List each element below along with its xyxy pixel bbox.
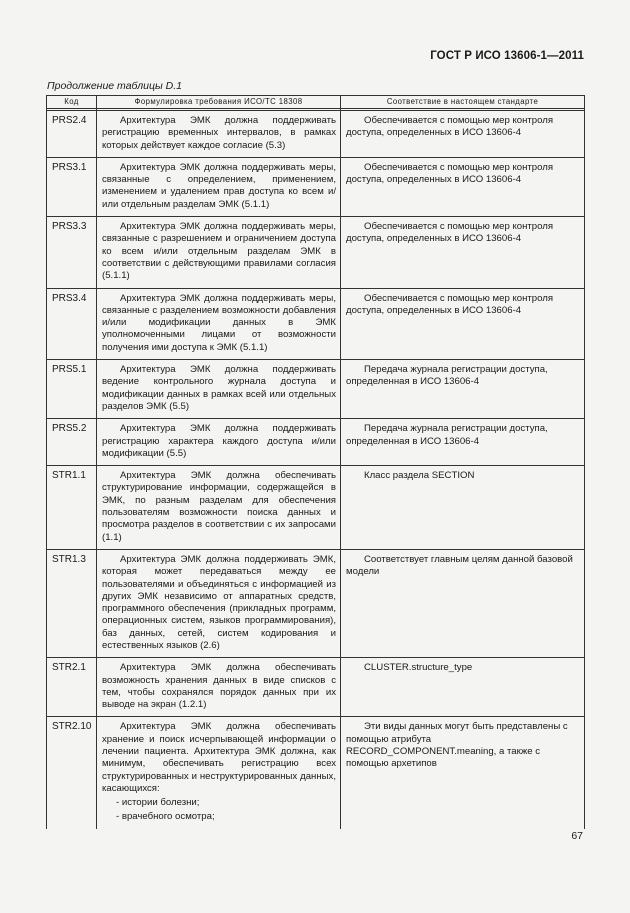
row-requirement	[97, 217, 341, 288]
compliance-text: Передача журнала регистрации доступа, определенная в ИСО 13606-4	[346, 423, 548, 447]
requirement-text: Архитектура ЭМК должна поддерживать меры, связанные с разделением возможности добавления и/или модификации данных в ЭМК уполномоченными лицами от возможности получения ими доступа к ЭМК (5.1.1)	[102, 292, 336, 353]
table-row	[47, 288, 585, 359]
row-code: STR1.3	[47, 549, 97, 657]
compliance-text: Обеспечивается с помощью мер контроля доступа, определенных в ИСО 13606-4	[346, 221, 554, 245]
list-item: - врачебного осмотра;	[116, 810, 215, 822]
row-code: PRS3.4	[47, 288, 97, 359]
table-caption: Продолжение таблицы D.1	[47, 80, 182, 92]
row-compliance	[341, 288, 585, 359]
requirement-text: Архитектура ЭМК должна поддерживать меры, связанные с разрешением и ограничением доступа ко всем и/или отдельным разделам ЭМК в соответствии с действующими правилами согласия (5.1.1)	[102, 221, 336, 282]
row-code: PRS2.4	[47, 111, 97, 158]
requirement-text: Архитектура ЭМК должна поддерживать ведение контрольного журнала доступа и модификации данных в рамках всей или отдельных разделов ЭМК (5.5)	[102, 364, 336, 412]
standard-header: ГОСТ Р ИСО 13606-1—2011	[430, 50, 584, 62]
column-header-code: Код	[47, 96, 97, 109]
row-requirement	[97, 466, 341, 550]
requirement-text: Архитектура ЭМК должна поддерживать меры, связанные с определением, применением, изменением и удалением прав доступа ко всем и/или отдельным разделам ЭМК (5.1.1)	[102, 161, 336, 210]
column-header-requirement: Формулировка требования ИСО/ТС 18308	[97, 96, 341, 109]
row-requirement	[97, 717, 341, 829]
row-compliance	[341, 466, 585, 550]
table-header-row	[47, 96, 585, 109]
table-row	[47, 466, 585, 550]
table-row	[47, 360, 585, 419]
row-compliance	[341, 717, 585, 829]
row-requirement	[97, 157, 341, 216]
row-requirement	[97, 658, 341, 717]
row-compliance	[341, 360, 585, 419]
requirement-text: Архитектура ЭМК должна обеспечивать хранение и поиск исчерпывающей информации о лечении пациента. Архитектура ЭМК должна, как минимум, обеспечивать регистрацию всех структурированных и неструктурированных данных, касающихся:	[102, 721, 336, 794]
compliance-text: Передача журнала регистрации доступа, определенная в ИСО 13606-4	[346, 364, 548, 388]
page-number: 67	[571, 830, 583, 842]
requirement-text: Архитектура ЭМК должна обеспечивать структурирование информации, содержащейся в ЭМК, по разным разделам для обеспечения пользователям возможности поиска данных и просмотра разделов в соответствии с их запросами (1.1)	[102, 470, 336, 543]
row-requirement	[97, 549, 341, 657]
compliance-text: Эти виды данных могут быть представлены с помощью атрибута RECORD_COMPONENT.meaning, а также с помощью архетипов	[346, 721, 568, 770]
table-row	[47, 419, 585, 466]
column-header-compliance: Соответствие в настоящем стандарте	[341, 96, 585, 109]
row-code: PRS5.1	[47, 360, 97, 419]
row-compliance	[341, 658, 585, 717]
row-compliance	[341, 549, 585, 657]
requirement-text: Архитектура ЭМК должна поддерживать регистрацию характера каждого доступа и/или модификации (5.5)	[102, 423, 336, 459]
requirement-text: Архитектура ЭМК должна обеспечивать возможность хранения данных в виде списков с тем, чтобы сохранялся порядок данных при их выводе на экран (1.2.1)	[102, 662, 336, 711]
row-code: STR2.10	[47, 717, 97, 829]
table-row	[47, 549, 585, 657]
requirement-list	[102, 797, 336, 823]
row-compliance	[341, 217, 585, 288]
requirement-text: Архитектура ЭМК должна поддерживать ЭМК, которая может передаваться между ее пользователями и объединяться с информацией из других ЭМК независимо от аппаратных средств, программного обеспечения (прикладных программ, операционных систем, языков программирования), баз данных, сетей, систем кодирования и естественных языков (2.6)	[102, 553, 336, 651]
table-row	[47, 111, 585, 158]
row-code: STR2.1	[47, 658, 97, 717]
row-compliance	[341, 157, 585, 216]
row-code: PRS5.2	[47, 419, 97, 466]
compliance-text: Обеспечивается с помощью мер контроля доступа, определенных в ИСО 13606-4	[346, 115, 554, 139]
compliance-text: CLUSTER.structure_type	[364, 662, 473, 674]
row-compliance	[341, 111, 585, 158]
compliance-text: Класс раздела SECTION	[364, 470, 475, 482]
row-requirement	[97, 360, 341, 419]
row-code: STR1.1	[47, 466, 97, 550]
row-code: PRS3.1	[47, 157, 97, 216]
table-row	[47, 157, 585, 216]
row-requirement	[97, 419, 341, 466]
requirement-text: Архитектура ЭМК должна поддерживать регистрацию временных интервалов, в рамках которых действует каждое согласие (5.3)	[102, 115, 336, 151]
row-compliance	[341, 419, 585, 466]
row-requirement	[97, 288, 341, 359]
table-row	[47, 658, 585, 717]
compliance-text: Обеспечивается с помощью мер контроля доступа, определенных в ИСО 13606-4	[346, 292, 554, 316]
requirements-table	[46, 95, 585, 829]
table-row	[47, 717, 585, 829]
compliance-text: Соответствует главным целям данной базовой модели	[346, 553, 573, 578]
row-code: PRS3.3	[47, 217, 97, 288]
compliance-text: Обеспечивается с помощью мер контроля доступа, определенных в ИСО 13606-4	[346, 161, 554, 186]
list-item: - истории болезни;	[116, 797, 200, 809]
table-row	[47, 217, 585, 288]
row-requirement	[97, 111, 341, 158]
